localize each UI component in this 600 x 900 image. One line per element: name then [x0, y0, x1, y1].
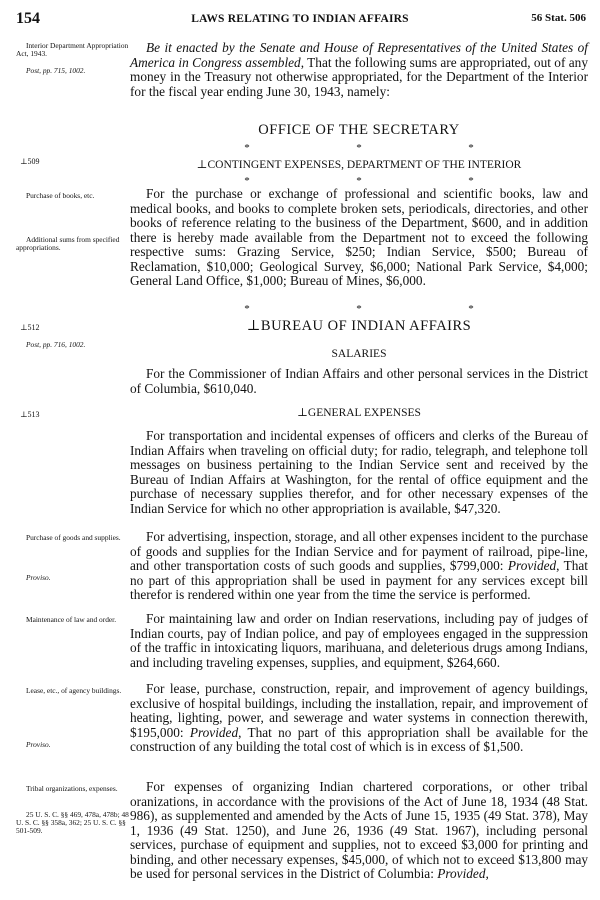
- margin-note-tribal-orgs: Tribal organizations, expenses.: [26, 784, 118, 793]
- transport-paragraph: For transportation and incidental expenses of officers and clerks of the Bureau of Indian Affairs when traveling on official duty; for radio, telegraph, and telephone toll messages on business pertaining to the Indian Service sent and received by the Bureau of Indian Affairs at Washington, for the rental of office equipment and the purchase of necessary supplies therefor, and for other necessary expenses of the Indian Service for which no other appropriation is available, $47,320.: [130, 428, 588, 516]
- contingent-expenses-heading: ⊥CONTINGENT EXPENSES, DEPARTMENT OF THE INTERIOR: [196, 159, 522, 171]
- margin-note-post-2: Post, pp. 716, 1002.: [26, 340, 86, 349]
- page-marker-512: ⊥512: [20, 323, 40, 332]
- margin-note-purchase-books: Purchase of books, etc.: [26, 191, 95, 200]
- office-secretary-heading: OFFICE OF THE SECRETARY: [258, 122, 460, 138]
- books-paragraph: For the purchase or exchange of professional and scientific books, law and medical books, and books to complete broken sets, periodicals, directories, and other books of reference relating to the business of the Department, $600, and in addition there is hereby made available from the Department not to exceed the following respective sums: Grazing Service, $250; Indian Service, $500; Bureau of Reclamation, $10,000; Geological Survey, $6,000; National Park Service, $4,000; General Land Office, $1,000; Bureau of Mines, $6,000.: [130, 186, 588, 288]
- law-order-paragraph: For maintaining law and order on Indian reservations, including pay of judges of Indian courts, pay of Indian police, and pay of employees engaged in the suppression of the traffic in intoxicating liquors, marihuana, and deleterious drugs among Indians, and including traveling expenses, supplies, and equipment, $264,660.: [130, 611, 588, 670]
- margin-note-additional-sums: Additional sums from specified appropriations.: [16, 235, 120, 253]
- star-divider-3: * * *: [244, 303, 474, 315]
- salaries-paragraph: For the Commissioner of Indian Affairs and other personal services in the District of Columbia, $610,040.: [130, 366, 588, 396]
- lease-paragraph: For lease, purchase, construction, repair, and improvement of agency buildings, exclusive of hospital buildings, including the installation, repair, and improvement of heating, lighting, power, and sewerage and water systems in connection therewith, $195,000: Provided, That no part of this appropriation shall be available for the construction of any building the total cost of which is in excess of $1,500.: [130, 681, 589, 754]
- page-marker-509: ⊥509: [20, 157, 40, 166]
- enacting-text: , That the following sums are appropriated, out of any money in the Treasury not otherwise appropriated, for the Department of the Interior for the fiscal year ending June 30, 1943, namely:: [130, 54, 588, 99]
- bia-heading: ⊥BUREAU OF INDIAN AFFAIRS: [246, 318, 472, 334]
- margin-note-act-title: Interior Department Appropriation Act, 1943.: [16, 41, 129, 59]
- page-marker-513: ⊥513: [20, 410, 40, 419]
- salaries-heading: SALARIES: [331, 348, 387, 360]
- margin-note-post-1: Post, pp. 715, 1002.: [26, 66, 86, 75]
- margin-note-proviso-2: Proviso.: [26, 740, 51, 749]
- margin-note-lease-buildings: Lease, etc., of agency buildings.: [26, 686, 122, 695]
- general-expenses-heading: ⊥GENERAL EXPENSES: [297, 407, 421, 419]
- page-number: 154: [16, 10, 40, 27]
- tribal-paragraph: For expenses of organizing Indian chartered corporations, or other tribal oranizations, in accordance with the provisions of the Act of June 18, 1934 (48 Stat. 986), as supplemented and amended by the Acts of June 15, 1935 (49 Stat. 378), May 1, 1936 (49 Stat. 1250), and June 26, 1936 (49 Stat. 1967), including personal services, purchase of equipment and supplies, not to exceed $3,000 for printing and binding, and other necessary expenses, $45,000, of which not to exceed $13,800 may be used for personal services in the District of Columbia: Provided,: [130, 779, 588, 881]
- margin-note-citations: 25 U. S. C. §§ 469, 478a, 478b; 48 U. S. C. §§ 358a, 362; 25 U. S. C. §§ 501-509.: [16, 810, 129, 836]
- enacting-clause: [130, 41, 588, 99]
- running-title: LAWS RELATING TO INDIAN AFFAIRS: [191, 13, 409, 25]
- star-divider-1: * * *: [244, 142, 474, 154]
- star-divider-2: * * *: [244, 175, 474, 187]
- margin-note-proviso-1: Proviso.: [26, 573, 51, 582]
- enacting-formula: Be it enacted by the Senate and House of Representatives of the United States of America in Congress assembled: [130, 40, 588, 70]
- advertising-paragraph: For advertising, inspection, storage, and all other expenses incident to the purchase of goods and supplies for the Indian Service and for payment of railroad, pipe-line, and other transportation costs of such goods and supplies, $799,000: Provided, That no part of this appropriation shall be used in payment for any services except bill therefor is rendered within one year from the time the service is performed.: [130, 529, 588, 602]
- stat-reference: 56 Stat. 506: [531, 12, 586, 24]
- margin-note-purchase-goods: Purchase of goods and supplies.: [26, 533, 121, 542]
- margin-note-maintenance-law: Maintenance of law and order.: [26, 615, 117, 624]
